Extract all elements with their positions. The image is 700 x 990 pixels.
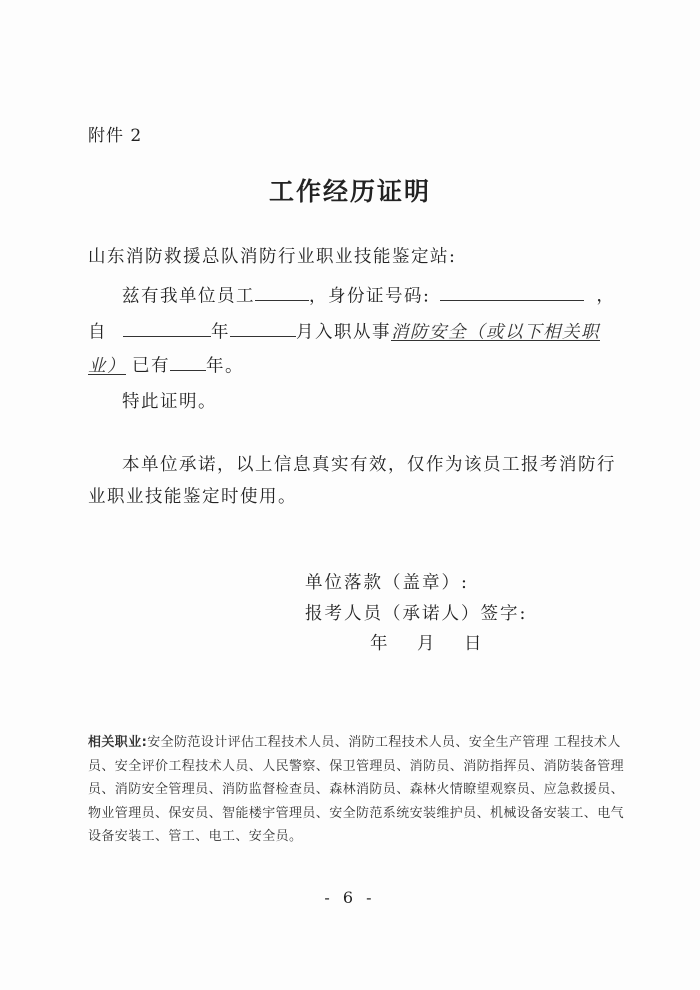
related-label: 相关职业: [88,735,148,750]
date-label: 年 月 日 [370,634,488,654]
related-occupations [88,731,628,849]
line2-month: 月入职从事 [296,322,391,343]
line2-year: 年 [211,322,230,343]
start-year-blank[interactable] [123,318,211,337]
start-month-blank[interactable] [230,318,296,337]
pledge-line-2: 业职业技能鉴定时使用。 [88,487,297,507]
closing-text: 特此证明。 [122,392,217,412]
body-line-2 [88,318,600,343]
addressee: 山东消防救援总队消防行业职业技能鉴定站: [88,247,457,267]
line1-mid: ，身份证号码: [309,286,431,307]
line1-end: ， [596,286,616,307]
years-blank[interactable] [170,352,206,371]
line1-prefix: 兹有我单位员工 [122,286,255,307]
line3-end: 年。 [206,356,244,377]
annex-label: 附件 2 [88,126,143,146]
pledge-line-1: 本单位承诺，以上信息真实有效，仅作为该员工报考消防行 [122,455,616,475]
employee-name-blank[interactable] [255,282,309,301]
related-text: 安全防范设计评估工程技术人员、消防工程技术人员、安全生产管理 工程技术人员、安全评价工程技术人员、人民警察、保卫管理员、消防员、消防指挥员、消防装备管理员、消防安全管理员、消防监督检查员、森林消防员、森林火情瞭望观察员、应急救援员、物业管理员、保安员、智能楼宇管理员、安全防范系统安装维护员、机械设备安装工、电气设备安装工、管工、电工、安全员。 [88,735,625,844]
line2-prefix: 自 [88,322,107,343]
body-line-1 [122,282,615,307]
body-line-3 [88,352,244,377]
id-number-blank[interactable] [440,282,584,301]
occupation-field: 消防安全（或以下相关职 [391,322,600,343]
document-title: 工作经历证明 [268,177,431,206]
occupation-field-cont: 业） [88,356,126,377]
page-number: - 6 - [324,888,376,907]
line3-mid: 已有 [132,356,170,377]
unit-seal-label: 单位落款（盖章）: [305,573,469,593]
applicant-signature-label: 报考人员（承诺人）签字: [305,604,528,624]
